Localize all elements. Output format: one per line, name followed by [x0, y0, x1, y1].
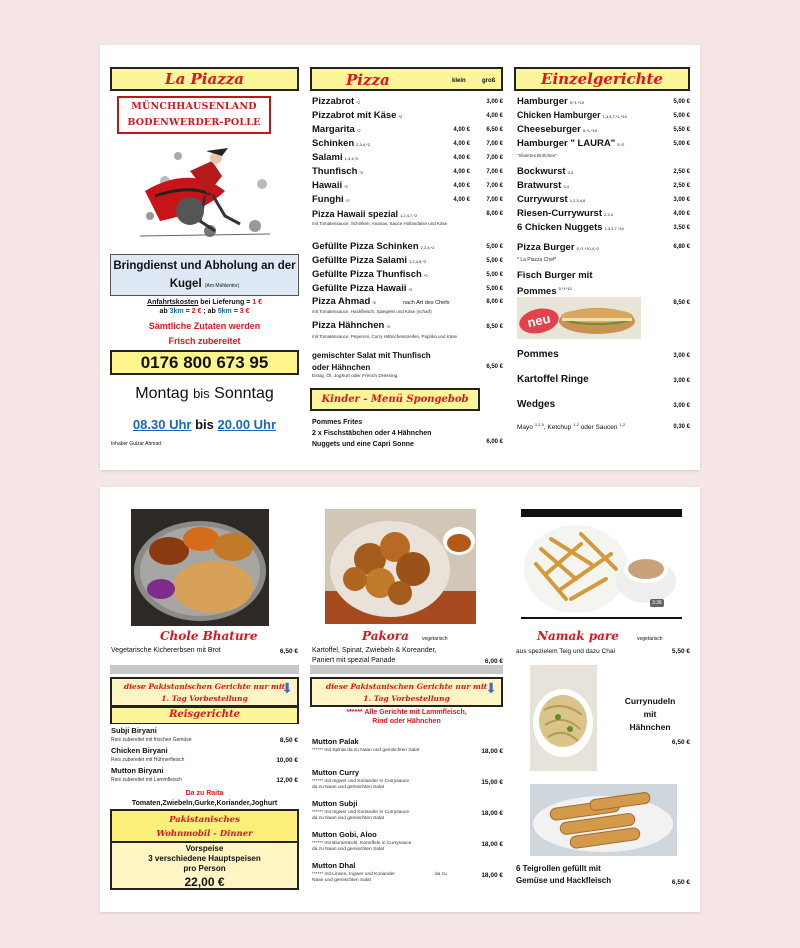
pizza-item-name: Salami: [312, 152, 343, 163]
menu-page-2: [100, 487, 700, 912]
fee-ab-2: ; ab: [201, 308, 218, 315]
kids-price: 6,00 €: [486, 439, 503, 445]
currynudeln-price: 6,50 €: [671, 739, 690, 746]
video-duration: 3:36: [652, 600, 662, 606]
rice-header: Reisgerichte: [110, 707, 299, 724]
filled-pizza-price: 5,00 €: [486, 244, 503, 250]
sauces: [517, 422, 625, 431]
kids-menu: [312, 417, 431, 450]
teigrollen-price: 6,50 €: [671, 879, 690, 886]
burger-item-price: 5,50 €: [673, 127, 690, 133]
burger-item-price: 5,00 €: [673, 113, 690, 119]
pizza-item: [312, 166, 363, 177]
mutton-item-name: Mutton Subji: [312, 799, 358, 808]
mutton-item-note-2: Naan und gemischten Salat: [312, 878, 371, 883]
salad-line-2: oder Hähnchen: [312, 363, 371, 372]
mutton-item-note-1: ****** mit Spinat da zu Naan und gemischten Salat: [312, 748, 420, 753]
pizza-item: [312, 124, 361, 135]
delivery-fees: [110, 298, 299, 316]
dinner-box: [110, 843, 299, 890]
preorder-banner-2-line-2: 1. Tag Vorbestellung: [363, 694, 450, 703]
wurst-item-sup: 3,4: [567, 170, 574, 175]
phone-number[interactable]: 0176 800 673 95: [110, 350, 299, 375]
pizza-item-price-small: 4,00 €: [453, 197, 470, 203]
wurst-item-price: 2,50 €: [673, 183, 690, 189]
filled-pizza-sup: 1,2,4,5,*2: [409, 259, 427, 264]
mutton-item-price: 18,00 €: [481, 841, 503, 848]
wurst-item-name: 6 Chicken Nuggets: [517, 222, 603, 233]
sauce-price: 0,30 €: [673, 424, 690, 430]
pizza-title: Pizza: [346, 71, 390, 89]
filled-pizza-name: Gefüllte Pizza Salami: [312, 255, 408, 266]
fee-eq-1: =: [183, 308, 192, 315]
days-to: Sonntag: [214, 385, 274, 402]
delivery-box: [110, 254, 299, 296]
filled-pizza-item: [312, 241, 434, 252]
pizza-item-sup: 2,3,4,*2: [356, 142, 371, 147]
rice-item-price: 10,00 €: [276, 757, 298, 764]
preorder-banner-2: [310, 677, 503, 707]
pizza-item-price-large: 4,00 €: [486, 113, 503, 119]
filled-pizza-name: Gefüllte Pizza Hawaii: [312, 283, 407, 294]
logo-line-2: BODENWERDER-POLLE: [127, 117, 261, 128]
pizza-item-price-large: 7,00 €: [486, 197, 503, 203]
pizza-burger-note: * La Piazza Chef*: [517, 257, 557, 263]
pizza-item-sup: *2: [356, 128, 361, 133]
kids-line-2: 2 x Fischstäbchen oder 4 Hähnchen: [312, 430, 432, 437]
burger-item-name: Cheeseburger: [517, 124, 581, 135]
fish-burger-line-1: Fisch Burger mit: [517, 270, 593, 281]
kids-menu-header: Kinder - Menü Spongebob: [310, 388, 480, 411]
namak-pare-video[interactable]: [521, 509, 682, 619]
namak-pare-title: Namak pare: [537, 629, 619, 643]
dinner-header: [110, 809, 299, 843]
pizza-ahmad-price: 8,00 €: [486, 299, 503, 305]
filled-pizza-price: 5,00 €: [486, 272, 503, 278]
arrow-down-icon: ⬇: [485, 680, 497, 696]
burger-item-sup: 1,3,4,7,*1,*10: [602, 114, 627, 119]
pakora-desc-1: Kartoffel, Spinat, Zwiebeln & Koreander,: [312, 647, 437, 654]
dinner-title-1: Pakistanisches: [169, 815, 240, 825]
wurst-item: [517, 208, 613, 219]
opening-days: [110, 385, 299, 403]
filled-pizza-sup: 2,3,4,*2: [420, 245, 435, 250]
einzelgerichte-title: Einzelgerichte: [541, 70, 663, 88]
pizza-item-name: Pizzabrot: [312, 96, 355, 107]
fish-burger-price: 8,50 €: [673, 300, 690, 306]
preorder-banner-2-line-1: diese Pakistanischen Gerichte nur mit: [325, 682, 488, 691]
mutton-item-name: Mutton Curry: [312, 768, 360, 777]
mutton-item-price: 18,00 €: [481, 748, 503, 755]
pizza-haehnchen-sup: *2: [386, 324, 391, 329]
fee-base: 1 €: [252, 299, 262, 306]
currynudeln: [610, 695, 690, 734]
pizza-item-price-large: 7,00 €: [486, 141, 503, 147]
logo-line-1: MÜNCHHAUSENLAND: [131, 101, 257, 112]
salad-price: 6,50 €: [486, 364, 503, 370]
burger-item: [517, 124, 597, 135]
currynudeln-line-1: Currynudeln: [624, 696, 676, 706]
wurst-item: [517, 180, 569, 191]
teigrollen-photo: [530, 784, 677, 856]
wurst-item-price: 4,00 €: [673, 211, 690, 217]
pizza-item-price-large: 7,00 €: [486, 155, 503, 161]
lamb-notice-1: ****** Alle Gerichte mit Lammfleisch,: [346, 709, 467, 716]
pizza-item-price-large: 3,00 €: [486, 99, 503, 105]
side-item-price: 3,00 €: [673, 353, 690, 359]
burger-item-name: Chicken Hamburger: [517, 110, 601, 120]
hours-from: 08.30 Uhr: [132, 417, 192, 432]
fish-burger: [517, 269, 593, 298]
burger-item-sup: 5,*1,*10: [582, 128, 598, 133]
pizza-burger: [517, 242, 599, 253]
einzelgerichte-header: [514, 67, 690, 91]
mutton-item-note-1: ****** mit Ingwer und Koriander in Currysauce: [312, 810, 410, 815]
pizza-item-price-large: 7,00 €: [486, 183, 503, 189]
mutton-item-name: Mutton Dhal: [312, 861, 356, 870]
burger-item-sup: 5,*2: [617, 142, 625, 147]
wurst-item-sup: 1,2,3,4,6: [569, 198, 586, 203]
chole-bhature-title: Chole Bhature: [160, 629, 258, 643]
pizza-item-name: Hawaii: [312, 180, 343, 191]
days-bis: bis: [193, 386, 210, 401]
filled-pizza-price: 5,00 €: [486, 258, 503, 264]
sauce-mayo: Mayo: [517, 424, 533, 432]
wurst-item-name: Riesen-Currywurst: [517, 208, 602, 219]
pizza-haehnchen-note: mit Tomatensauce, Peperoni, Curry Hähnchenstreifen, Paprika und Käse: [312, 334, 457, 339]
burger-item-sup: 5,*1,*10: [569, 100, 584, 105]
delivery-location: (Am Mühlentor): [204, 283, 240, 289]
filled-pizza-sup: *2: [423, 273, 428, 278]
rice-item-price: 12,00 €: [276, 777, 298, 784]
wurst-item-name: Bratwurst: [517, 180, 562, 191]
mutton-item-note-2: da zu Naan und gemischten Salat: [312, 785, 385, 790]
teigrollen: [516, 863, 611, 887]
mutton-item-note-1: ****** mit Blumenkohl, Kartoffeln in Currysauce: [312, 841, 412, 846]
fee-3eur: 3 €: [239, 308, 250, 315]
menu-page-1: [100, 45, 700, 470]
fee-ab-1: ab: [159, 308, 170, 315]
pizza-item-name: Pizzabrot mit Käse: [312, 110, 397, 121]
sauce-other: oder Saucen: [578, 424, 618, 432]
raita-ingredients: Tomaten,Zwiebeln,Gurke,Koriander,Joghurt: [131, 800, 278, 807]
pakora-tag: vegetarisch: [422, 636, 448, 642]
side-item-price: 3,00 €: [673, 403, 690, 409]
rice-item-note: Reis zubereitet mit frischen Gemüse: [111, 737, 192, 743]
wurst-item-sup: 3,4: [563, 184, 569, 189]
pizza-special-name: Pizza Hawaii spezial: [312, 209, 399, 219]
pizza-item: [312, 110, 402, 121]
side-item-name: Wedges: [517, 399, 556, 410]
currynudeln-line-2: mit: [643, 709, 657, 719]
fee-eq-2: =: [231, 308, 240, 315]
muenchhausen-illustration: [130, 136, 275, 246]
mutton-item-price: 18,00 €: [481, 810, 503, 817]
rice-item-note: Reis zubereitet mit Lammfleisch: [111, 777, 182, 783]
dinner-line-3: pro Person: [183, 864, 226, 873]
pizza-item: [312, 180, 348, 191]
rice-item-name: Mutton Biryani: [111, 766, 164, 775]
wurst-item: [517, 166, 573, 177]
wurst-item-price: 3,50 €: [673, 225, 690, 231]
side-item-name: Kartoffel Ringe: [517, 374, 589, 385]
fish-burger-photo: [517, 297, 641, 339]
burger-item-name: Hamburger: [517, 96, 568, 107]
pizza-special-price: 8,00 €: [486, 211, 503, 217]
burger-item: [517, 96, 584, 107]
fresh-line-2: Frisch zubereitet: [168, 336, 241, 346]
pizza-item-sup: *2: [345, 198, 350, 203]
sauce-ketchup-sup: 1,2: [573, 422, 579, 427]
fee-label: Anfahrtskosten: [147, 299, 199, 306]
pizza-ahmad-name: Pizza Ahmad: [312, 296, 371, 307]
pizza-special: [312, 209, 417, 219]
days-from: Montag: [135, 385, 189, 402]
restaurant-title: La Piazza: [165, 70, 244, 88]
pizza-item-sup: *2: [359, 170, 364, 175]
hours-bis: bis: [195, 417, 214, 432]
pizza-haehnchen-price: 8,50 €: [486, 324, 503, 330]
pizza-special-sup: 1,2,4,7,*2: [400, 213, 418, 218]
burger-item: [517, 138, 624, 149]
fresh-notice: [110, 319, 299, 349]
divider-bar-2: [310, 665, 503, 674]
wurst-item: [517, 222, 624, 233]
pakora-photo: [325, 509, 476, 624]
hours-to: 20.00 Uhr: [217, 417, 277, 432]
arrow-down-icon: ⬇: [281, 680, 293, 696]
preorder-banner-1: [110, 677, 299, 707]
chole-bhature-photo: [131, 509, 269, 626]
size-small-label: klein: [452, 78, 466, 84]
wurst-item-price: 3,00 €: [673, 197, 690, 203]
salad-line-1: gemischter Salat mit Thunfisch: [312, 351, 431, 360]
pizza-item-name: Thunfisch: [312, 166, 358, 177]
pizza-ahmad-note: mit Tomatensauce, Hackfleisch, Spiegelei und Käse (scharf): [312, 309, 432, 314]
kids-line-3: Nuggets und eine Capri Sonne: [312, 441, 414, 448]
dinner-line-1: Vorspeise: [185, 844, 224, 853]
pizza-item: [312, 194, 349, 205]
lamb-notice-2: Rind oder Hähnchen: [372, 718, 441, 725]
pizza-burger-name: Pizza Burger: [517, 242, 575, 253]
namak-pare-price: 5,50 €: [671, 648, 690, 655]
sauce-ketchup: , Ketchup: [543, 424, 572, 432]
teigrollen-line-2: Gemüse und Hackfleisch: [516, 876, 612, 885]
burger-item-price: 5,00 €: [673, 141, 690, 147]
lamb-notice: [310, 708, 503, 726]
filled-pizza-item: [312, 283, 412, 294]
fish-burger-line-2: Pommes: [517, 286, 557, 298]
mutton-item-note-1: ****** mit Linsen, Ingwer und Koriander da zu: [312, 872, 447, 877]
currynudeln-line-3: Hähnchen: [629, 722, 671, 732]
filled-pizza-item: [312, 255, 426, 266]
pakora-desc-2: Paniert mit spezial Panade: [312, 657, 396, 664]
laura-note: "Iribiertes Brötchen": [517, 153, 557, 158]
mutton-item-name: Mutton Palak: [312, 737, 359, 746]
pizza-ahmad-sup: *2: [372, 300, 377, 305]
pizza-item: [312, 138, 370, 149]
pizza-haehnchen: [312, 320, 390, 331]
burger-item-price: 5,00 €: [673, 99, 690, 105]
filled-pizza-price: 5,00 €: [486, 286, 503, 292]
mutton-item-note-1: ****** mit Ingwer und Koriander in Currysauce: [312, 779, 410, 784]
pizza-item: [312, 96, 360, 107]
pizza-item-sup: *2: [398, 114, 403, 119]
rice-item-note: Reis zubereitet mit Hühnerfleisch: [111, 757, 185, 763]
pakora-desc: [312, 646, 436, 666]
rice-item-price: 8,50 €: [279, 737, 298, 744]
pakora-title: Pakora: [362, 629, 409, 643]
pizza-ahmad-desc: nach Art des Chefs: [403, 300, 450, 306]
pizza-burger-price: 6,80 €: [673, 244, 690, 250]
wurst-item-sup: 2,3,4: [604, 212, 613, 217]
wurst-item: [517, 194, 585, 205]
chole-bhature-desc: Vegetarische Kichererbsen mit Brot: [111, 647, 221, 654]
delivery-title: Bringdienst und Abholung an der Kugel: [113, 260, 296, 290]
teigrollen-line-1: 6 Teigrollen gefüllt mit: [516, 864, 601, 873]
mutton-item-price: 15,00 €: [481, 779, 503, 786]
owner-name: Inhaber Gulzar Ahmad: [111, 441, 162, 447]
mutton-item-name: Mutton Gobi, Aloo: [312, 830, 377, 839]
pizza-burger-sup: 5,*1,*10,4,*2: [576, 246, 600, 251]
wurst-item-price: 2,50 €: [673, 169, 690, 175]
pizza-item-price-small: 4,00 €: [453, 127, 470, 133]
filled-pizza-name: Gefüllte Pizza Schinken: [312, 241, 419, 252]
opening-hours: [110, 417, 299, 433]
pizza-ahmad: [312, 296, 376, 307]
new-badge: neu: [517, 305, 561, 337]
pizza-item-sup: *2: [356, 100, 361, 105]
dinner-line-2: 3 verschiedene Hauptspeisen: [148, 854, 261, 863]
preorder-banner-1-line-2: 1. Tag Vorbestellung: [161, 694, 248, 703]
chole-bhature-price: 6,50 €: [279, 648, 298, 655]
fee-text: bei Lieferung =: [198, 299, 253, 306]
pizza-header: [310, 67, 503, 91]
pizza-item-name: Margarita: [312, 124, 355, 135]
filled-pizza-item: [312, 269, 428, 280]
filled-pizza-name: Gefüllte Pizza Thunfisch: [312, 269, 422, 280]
mutton-item-note-2: da zu Naan und gemischten Salat: [312, 816, 385, 821]
namak-pare-tag: vegetarisch: [637, 636, 663, 642]
fee-3km: 3km: [169, 308, 184, 315]
mutton-item-price: 18,00 €: [481, 872, 503, 879]
preorder-banner-1-line-1: diese Pakistanischen Gerichte nur mit: [123, 682, 286, 691]
pakora-price: 6,00 €: [484, 658, 503, 665]
divider-bar-1: [110, 665, 299, 674]
mutton-item-note-2: da zu Naan und gemischten Salat: [312, 847, 385, 852]
fee-2eur: 2 €: [191, 308, 202, 315]
pizza-item-price-small: 4,00 €: [453, 169, 470, 175]
fish-burger-sup: 5,*1*10: [558, 286, 572, 291]
sauce-mayo-sup: 1,2,5: [534, 422, 544, 427]
pizza-item-price-large: 7,00 €: [486, 169, 503, 175]
size-large-label: groß: [482, 78, 496, 84]
pizza-haehnchen-name: Pizza Hähnchen: [312, 320, 385, 331]
pizza-special-note: mit Tomatensauce, Schinken, Ananas, Sauce Hollandaise und Käse: [312, 221, 448, 226]
pizza-item-name: Schinken: [312, 138, 355, 149]
pizza-item-sup: 1,3,4,*2: [344, 156, 359, 161]
dinner-title-2: Wohnmobil - Dinner: [156, 829, 253, 839]
raita: Da zu Raita: [185, 790, 224, 797]
dinner-price: 22,00 €: [184, 875, 225, 889]
salad-note: Essig, Öl, Joghurt oder French Dressing: [312, 374, 398, 379]
rice-item-name: Chicken Biryani: [111, 746, 168, 755]
wurst-item-sup: 1,3,4,7,*10: [604, 226, 624, 231]
salad: [312, 350, 431, 374]
pizza-item-sup: *2: [344, 184, 348, 189]
pizza-item-price-large: 6,50 €: [486, 127, 503, 133]
wurst-item-name: Bockwurst: [517, 166, 566, 177]
pizza-item-price-small: 4,00 €: [453, 141, 470, 147]
burger-item: [517, 110, 627, 120]
burger-item-name: Hamburger " LAURA": [517, 138, 616, 149]
rice-item-name: Subji Biryani: [111, 726, 157, 735]
side-item-name: Pommes: [517, 349, 559, 360]
currynudeln-photo: [530, 665, 597, 771]
filled-pizza-sup: *2: [408, 287, 413, 292]
restaurant-title-box: [110, 67, 299, 91]
side-item-price: 3,00 €: [673, 378, 690, 384]
fresh-line-1: Sämtliche Zutaten werden: [148, 321, 261, 331]
logo-box: [117, 96, 271, 134]
kids-line-1: Pommes Frites: [312, 419, 363, 426]
fee-5km: 5km: [217, 308, 232, 315]
namak-pare-desc: aus spezielem Teig und dazu Chai: [516, 648, 615, 655]
pizza-item-price-small: 4,00 €: [453, 155, 470, 161]
pizza-item-name: Funghi: [312, 194, 344, 205]
pizza-item-price-small: 4,00 €: [453, 183, 470, 189]
wurst-item-name: Currywurst: [517, 194, 568, 205]
pizza-item: [312, 152, 358, 163]
sauce-other-sup: 1,2: [619, 422, 626, 427]
